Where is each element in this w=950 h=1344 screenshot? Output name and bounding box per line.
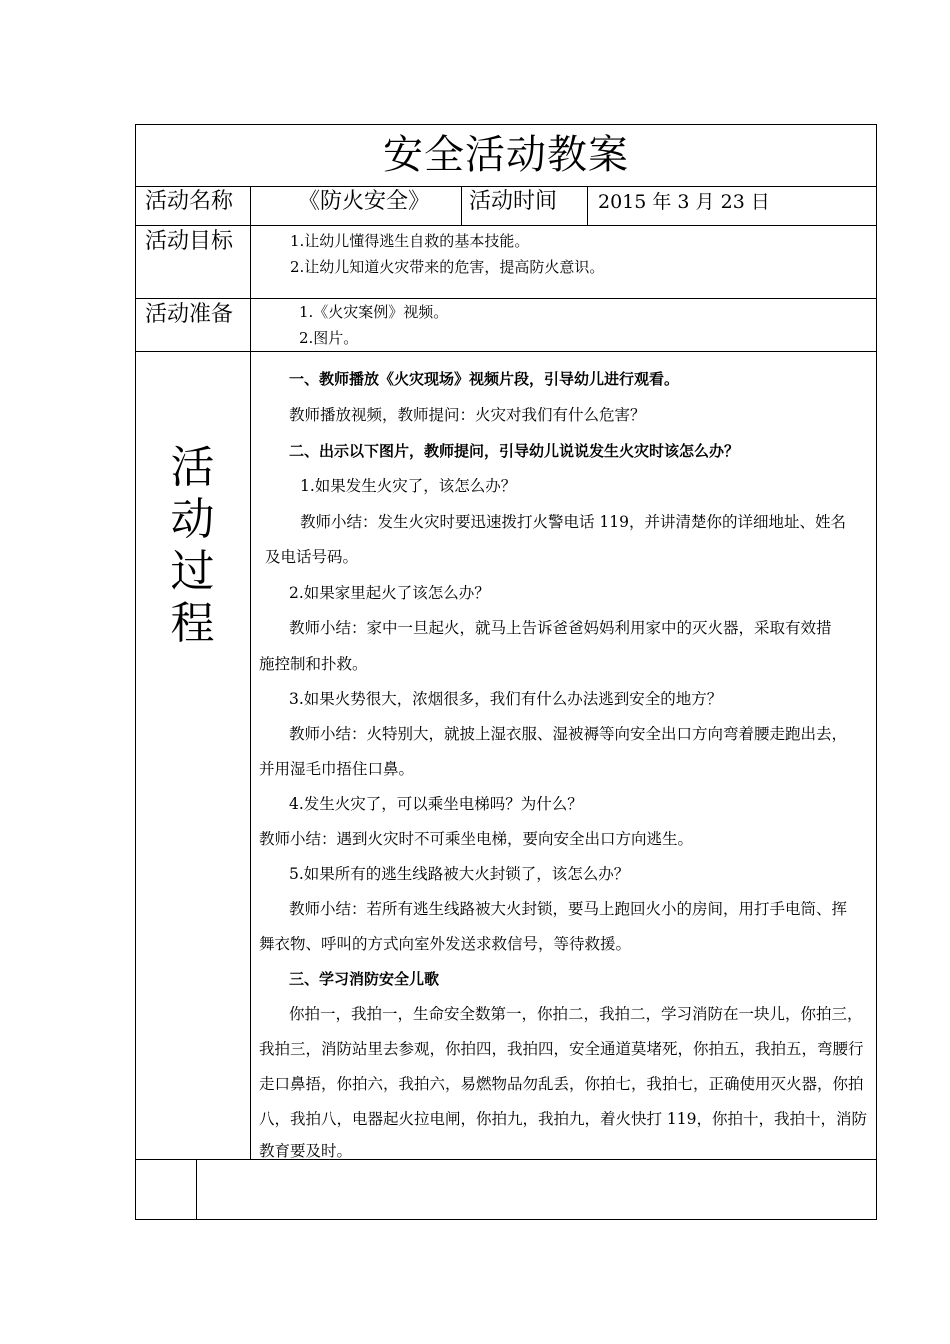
body-line: 八，我拍八，电器起火拉电闸，你拍九，我拍九，着火快打 119，你拍十，我拍十，消防 xyxy=(259,1110,868,1128)
body-line: 1.如果发生火灾了，该怎么办？ xyxy=(300,477,517,495)
body-line: 教师小结：遇到火灾时不可乘坐电梯，要向安全出口方向逃生。 xyxy=(259,830,694,848)
body-line: 5.如果所有的逃生线路被大火封锁了，该怎么办？ xyxy=(289,865,630,883)
table-border-right xyxy=(876,124,877,1220)
body-line: 你拍一，我拍一，生命安全数第一，你拍二，我拍二，学习消防在一块儿，你拍三， xyxy=(289,1005,863,1023)
activity-time-value: 2015 年 3 月 23 日 xyxy=(598,191,770,213)
body-line: 我拍三，消防站里去参观，你拍四，我拍四，安全通道莫堵死，你拍五，我拍五，弯腰行 xyxy=(259,1040,864,1058)
table-border-left xyxy=(135,124,136,1220)
section-heading: 三、学习消防安全儿歌 xyxy=(289,970,440,988)
body-line: 教师小结：发生火灾时要迅速拨打火警电话 119，并讲清楚你的详细地址、姓名 xyxy=(300,513,847,531)
section-heading: 一、教师播放《火灾现场》视频片段，引导幼儿进行观看。 xyxy=(289,370,680,388)
goal-item: 1.让幼儿懂得逃生自救的基本技能。 xyxy=(290,232,530,250)
process-label-char: 过 xyxy=(170,546,215,597)
activity-goal-label: 活动目标 xyxy=(145,229,234,254)
body-line: 教师小结：火特别大，就披上湿衣服、湿被褥等向安全出口方向弯着腰走跑出去， xyxy=(289,725,848,743)
col-divider xyxy=(196,1159,197,1220)
body-line: 4.发生火灾了，可以乘坐电梯吗？为什么？ xyxy=(289,795,583,813)
body-line: 2.如果家里起火了该怎么办？ xyxy=(289,584,490,602)
process-label-char: 程 xyxy=(170,598,215,649)
row-divider xyxy=(135,1159,877,1160)
goal-item: 2.让幼儿知道火灾带来的危害，提高防火意识。 xyxy=(290,258,605,276)
prep-item: 1.《火灾案例》视频。 xyxy=(299,303,449,321)
row-divider xyxy=(135,186,877,187)
body-line: 及电话号码。 xyxy=(265,548,359,566)
page-title: 安全活动教案 xyxy=(383,132,629,178)
section-heading: 二、出示以下图片，教师提问，引导幼儿说说发生火灾时该怎么办？ xyxy=(289,442,740,460)
activity-time-label: 活动时间 xyxy=(469,189,558,214)
activity-name-value: 《防火安全》 xyxy=(298,189,431,214)
body-line: 教师小结：家中一旦起火，就马上告诉爸爸妈妈利用家中的灭火器，采取有效措 xyxy=(289,619,832,637)
process-label-char: 动 xyxy=(170,494,215,545)
row-divider xyxy=(135,225,877,226)
col-divider xyxy=(587,186,588,226)
col-divider xyxy=(461,186,462,226)
body-line: 舞衣物、呼叫的方式向室外发送求救信号，等待救援。 xyxy=(259,935,632,953)
body-line: 教师播放视频，教师提问：火灾对我们有什么危害？ xyxy=(289,406,646,424)
activity-name-label: 活动名称 xyxy=(145,189,234,214)
prep-item: 2.图片。 xyxy=(299,329,359,347)
col-divider xyxy=(250,186,251,1160)
process-label-char: 活 xyxy=(170,442,215,493)
activity-prep-label: 活动准备 xyxy=(145,302,234,327)
row-divider xyxy=(135,351,877,352)
body-line: 教育要及时。 xyxy=(259,1142,353,1160)
table-border-bottom xyxy=(135,1219,877,1220)
body-line: 走口鼻捂，你拍六，我拍六，易燃物品勿乱丢，你拍七，我拍七，正确使用灭火器，你拍 xyxy=(259,1075,864,1093)
body-line: 3.如果火势很大，浓烟很多，我们有什么办法逃到安全的地方？ xyxy=(289,690,723,708)
body-line: 教师小结：若所有逃生线路被大火封锁，要马上跑回火小的房间，用打手电筒、挥 xyxy=(289,900,848,918)
body-line: 施控制和扑救。 xyxy=(259,655,368,673)
body-line: 并用湿毛巾捂住口鼻。 xyxy=(259,760,415,778)
row-divider xyxy=(135,298,877,299)
